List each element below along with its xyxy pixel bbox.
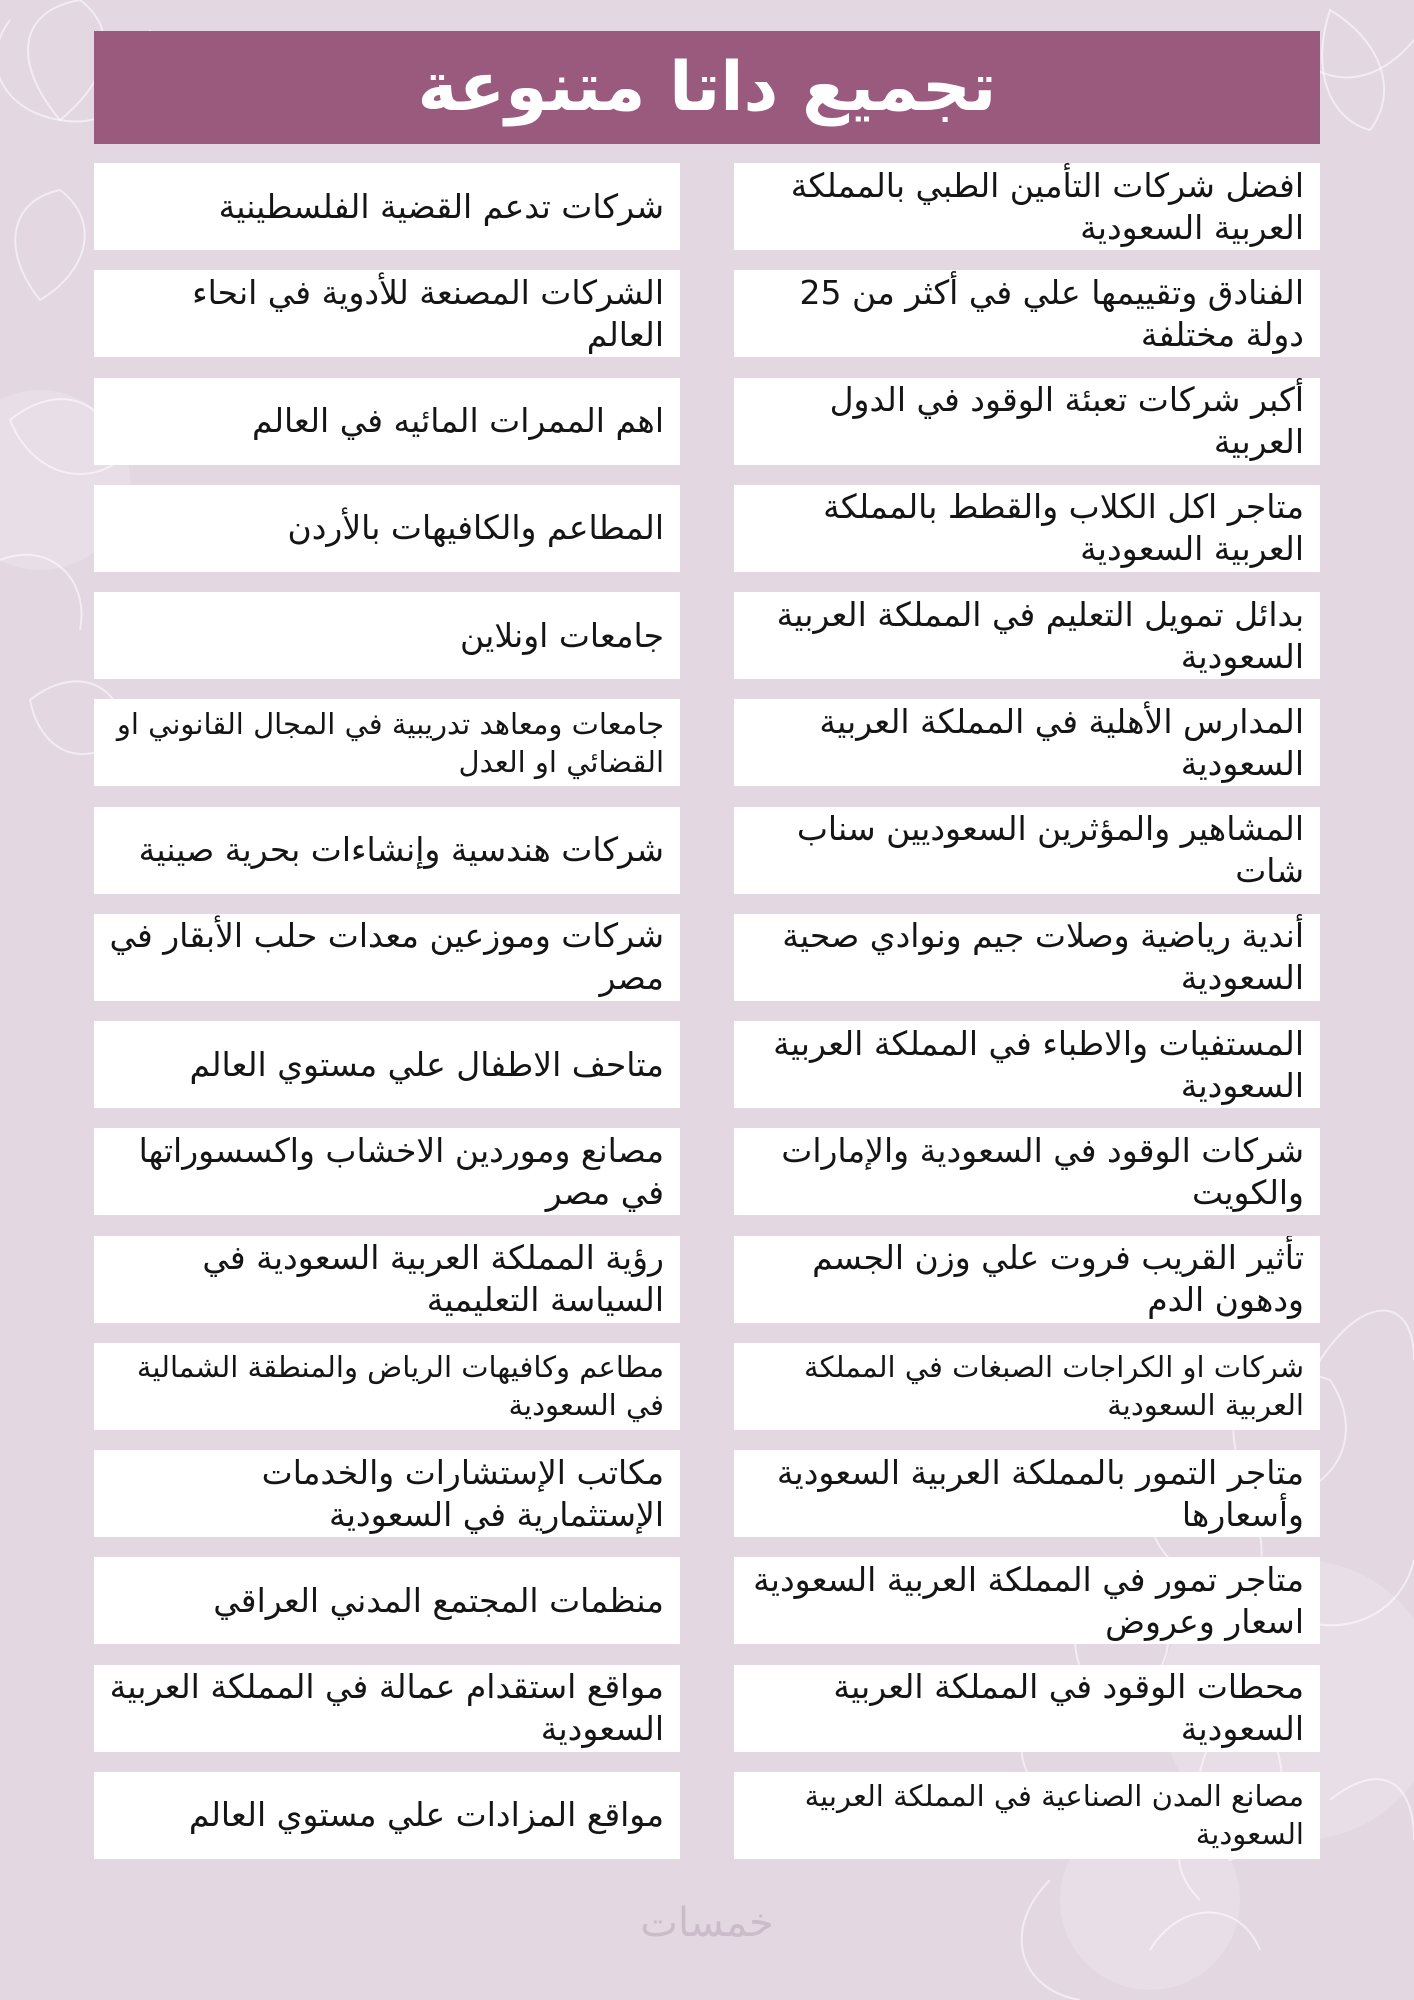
topic-text: تأثير القريب فروت علي وزن الجسم ودهون الدم (812, 1238, 1304, 1319)
topic-text: متاجر اكل الكلاب والقطط بالمملكة العربية السعودية (823, 487, 1304, 569)
topic-text: الفنادق وتقييمها علي في أكثر من 25 دولة مختلفة (799, 272, 1304, 354)
topic-card (94, 1236, 680, 1323)
topic-card (734, 914, 1320, 1001)
topic-text: متاجر تمور في المملكة العربية السعودية اسعار وعروض (753, 1559, 1304, 1641)
topic-text: افضل شركات التأمين الطبي بالمملكة العربية السعودية (790, 165, 1304, 247)
topic-text: مطاعم وكافيهات الرياض والمنطقة الشمالية في السعودية (136, 1350, 664, 1423)
topic-text: المطاعم والكافيهات بالأردن (287, 508, 664, 548)
topic-text: محطات الوقود في المملكة العربية السعودية (833, 1667, 1304, 1748)
topic-text: جامعات اونلاين (460, 615, 664, 655)
topic-text: مواقع استقدام عمالة في المملكة العربية السعودية (109, 1667, 664, 1748)
topic-card (94, 1021, 680, 1108)
topic-card (94, 914, 680, 1001)
topic-card (94, 699, 680, 786)
title-banner (94, 31, 1320, 144)
topic-card (734, 485, 1320, 572)
topic-card (94, 1665, 680, 1752)
topic-card (94, 1128, 680, 1215)
topic-card (94, 1343, 680, 1430)
topic-text: المشاهير والمؤثرين السعوديين سناب شات (796, 809, 1304, 890)
topic-text: مصانع وموردين الاخشاب واكسسوراتها في مصر (138, 1130, 664, 1212)
topic-text: منظمات المجتمع المدني العراقي (213, 1580, 664, 1620)
page-title: تجميع داتا متنوعة (417, 47, 997, 127)
topic-text: مواقع المزادات علي مستوي العالم (188, 1795, 664, 1835)
topic-text: شركات او الكراجات الصبغات في المملكة العربية السعودية (804, 1350, 1304, 1423)
topic-text: شركات وموزعين معدات حلب الأبقار في مصر (109, 916, 664, 998)
topic-card (734, 1450, 1320, 1537)
topic-card (734, 1236, 1320, 1323)
topic-card (734, 1772, 1320, 1859)
topic-card (734, 807, 1320, 894)
topic-card (734, 1343, 1320, 1430)
topic-text: المدارس الأهلية في المملكة العربية السعودية (819, 701, 1304, 783)
topic-text: متاحف الاطفال علي مستوي العالم (189, 1044, 664, 1084)
topic-text: أندية رياضية وصلات جيم ونوادي صحية السعودية (782, 916, 1304, 998)
topic-card (94, 270, 680, 357)
topic-text: متاجر التمور بالمملكة العربية السعودية وأسعارها (776, 1452, 1304, 1534)
topic-card (94, 807, 680, 894)
topic-card (734, 1021, 1320, 1108)
topic-text: بدائل تمويل التعليم في المملكة العربية السعودية (776, 594, 1304, 676)
topic-card (94, 163, 680, 250)
topic-text: الشركات المصنعة للأدوية في انحاء العالم (192, 272, 664, 354)
topic-card (734, 163, 1320, 250)
topic-card (94, 1450, 680, 1537)
topics-grid (94, 163, 1320, 1868)
topic-text: رؤية المملكة العربية السعودية في السياسة التعليمية (202, 1238, 664, 1319)
topic-text: شركات هندسية وإنشاءات بحرية صينية (138, 830, 664, 869)
topic-text: المستفيات والاطباء في المملكة العربية السعودية (773, 1023, 1304, 1105)
topic-text: شركات الوقود في السعودية والإمارات والكويت (781, 1130, 1304, 1212)
topic-text: اهم الممرات المائيه في العالم (251, 401, 664, 440)
topic-card (94, 592, 680, 679)
topic-card (734, 378, 1320, 465)
topic-text: أكبر شركات تعبئة الوقود في الدول العربية (829, 380, 1304, 461)
topic-card (734, 1557, 1320, 1644)
topic-card (94, 378, 680, 465)
topic-text: مكاتب الإستشارات والخدمات الإستثمارية في السعودية (261, 1452, 664, 1534)
topic-card (734, 1128, 1320, 1215)
topic-text: مصانع المدن الصناعية في المملكة العربية السعودية (804, 1779, 1304, 1852)
topic-card (734, 270, 1320, 357)
topic-text: جامعات ومعاهد تدريبية في المجال القانوني او القضائي او العدل (116, 706, 664, 779)
topic-card (94, 1557, 680, 1644)
topic-card (94, 1772, 680, 1859)
topic-card (734, 1665, 1320, 1752)
watermark-logo: خمسات (640, 1900, 774, 1946)
topic-card (734, 592, 1320, 679)
topic-text: شركات تدعم القضية الفلسطينية (218, 186, 664, 226)
topic-card (734, 699, 1320, 786)
topic-card (94, 485, 680, 572)
